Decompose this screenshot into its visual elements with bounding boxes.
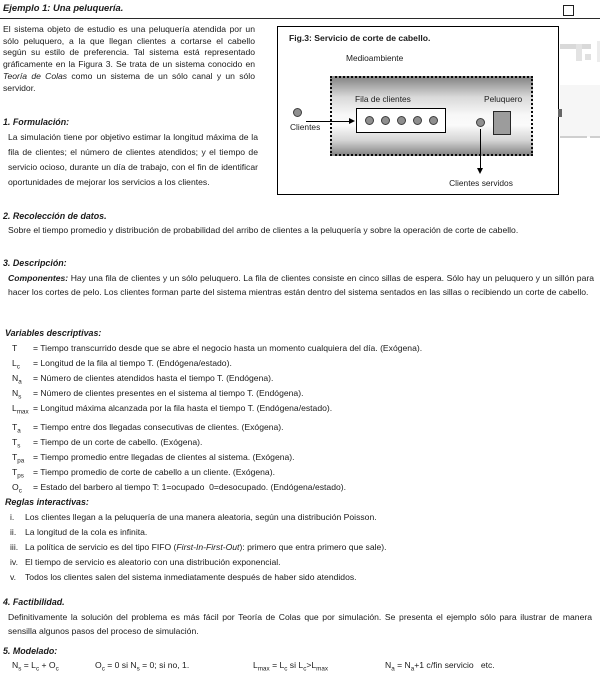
variable-symbol: $L_{max}$ (12, 403, 29, 416)
rule-item (10, 572, 590, 584)
section-heading-recoleccion: 2. Recolección de datos. (3, 211, 107, 221)
rule-text: La política de servicio es del tipo FIFO (First-In-First-Out): primero que entra primero que sale). (25, 542, 387, 552)
page-title: Ejemplo 1: Una peluquería. (3, 2, 124, 13)
variable-symbol: $N_s$ (12, 388, 22, 401)
environment-label: Medioambiente (346, 53, 404, 63)
section-heading-modelado: 5. Modelado: (3, 646, 58, 656)
barber-label: Peluquero (484, 94, 523, 104)
recoleccion-paragraph: Sobre el tiempo promedio y distribución de probabilidad del arribo de clientes a la peluquería y sobre la operación de corte de cabello. (8, 225, 519, 235)
variable-description: = Tiempo promedio de corte de cabello a un cliente. (Exógena). (33, 467, 275, 477)
screen-artifact (558, 109, 562, 117)
screen-artifact (585, 54, 591, 60)
variable-description: = Tiempo promedio entre llegadas de clientes al sistema. (Exógena). (33, 452, 295, 462)
customer-in-service-dot-icon (476, 118, 485, 127)
rule-item (10, 512, 590, 524)
rule-text: El tiempo de servicio es aleatorio con una distribución exponencial. (25, 557, 281, 567)
rule-numeral: iv. (10, 557, 18, 567)
variable-symbol: $T_s$ (12, 437, 21, 450)
title-divider (0, 18, 600, 19)
environment-box (330, 76, 533, 156)
rule-numeral: i. (10, 512, 15, 522)
variable-symbol: $N_a$ (12, 373, 22, 386)
variable-symbol: $O_c$ (12, 482, 22, 495)
rule-numeral: ii. (10, 527, 17, 537)
model-formula: $N_s = L_c + O_c$ (12, 660, 59, 673)
checkbox[interactable] (563, 5, 574, 16)
variable-description: = Número de clientes atendidos hasta el tiempo T. (Endógena). (33, 373, 274, 383)
factibilidad-paragraph: Definitivamente la solución del problema es más fácil por Teoría de Colas que por simulación. Se presenta el ejemplo sólo para ilustrar de manera sensilla algunos pasos del proceso de simulación. (8, 612, 592, 636)
componentes-paragraph: Componentes: Hay una fila de clientes y un sólo peluquero. La fila de clientes consiste en cinco sillas de espera. Sólo hay un peluquero y un sillón para hacer los cortes de pelo. Los clientes forman parte del sistema mientras están dentro del sistema sentados en las sillas o recibiendo un corte de cabello. (8, 273, 594, 297)
variable-description: = Tiempo transcurrido desde que se abre el negocio hasta un momento cualquiera del día. (Exógena). (33, 343, 423, 353)
variable-description: = Tiempo entre dos llegadas consecutivas de clientes. (Exógena). (33, 422, 284, 432)
model-formula: $O_c = 0$ si $N_s = 0$; si no, 1. (95, 660, 190, 673)
rule-text: La longitud de la cola es infinita. (25, 527, 148, 537)
rule-text: Los clientes llegan a la peluquería de una manera aleatoria, según una distribución Poisson. (25, 512, 377, 522)
section-heading-factibilidad: 4. Factibilidad. (3, 597, 65, 607)
rule-item (10, 527, 590, 539)
screen-artifact (560, 136, 587, 138)
customer-dot-icon (413, 116, 422, 125)
figure-title: Fig.3: Servicio de corte de cabello. (289, 33, 431, 43)
clients-label: Clientes (290, 122, 321, 132)
rule-numeral: v. (10, 572, 17, 582)
variable-description: = Longitud máxima alcanzada por la fila hasta el tiempo T. (Endógena/estado). (33, 403, 333, 413)
screen-artifact (560, 85, 600, 137)
rule-text: Todos los clientes salen del sistema inmediatamente después de haber sido atendidos. (25, 572, 357, 582)
queue-label: Fila de clientes (355, 94, 411, 104)
variable-description: = Estado del barbero al tiempo T: 1=ocupado 0=desocupado. (Endógena/estado). (33, 482, 347, 492)
rules-heading: Reglas interactivas: (5, 497, 89, 507)
served-arrow-line (480, 129, 481, 169)
variables-heading: Variables descriptivas: (5, 328, 102, 338)
arrival-arrow-head-icon (349, 118, 355, 124)
served-arrow-head-icon (477, 168, 483, 174)
variable-symbol: $T_{pa}$ (12, 452, 25, 465)
section-heading-formulacion: 1. Formulación: (3, 117, 70, 127)
model-formula: $L_{max} = L_c$ si $L_c>L_{max}$ (253, 660, 329, 673)
intro-paragraph: El sistema objeto de estudio es una peluquería atendida por un sólo peluquero, a la que llegan clientes a cortarse el cabello según su estilo de preferencia. Tal sistema está representado gráficamente en la Figura 3. Se trata de un sistema conocido en Teoría de Colas como un sistema de un sólo canal y un sólo servidor. (3, 24, 255, 93)
model-formula: $N_a = N_a+1$ c/fin servicio etc. (385, 660, 495, 673)
customer-dot-icon (397, 116, 406, 125)
customer-dot-icon (381, 116, 390, 125)
variable-description: = Número de clientes presentes en el sistema al tiempo T. (Endógena). (33, 388, 304, 398)
variable-description: = Longitud de la fila al tiempo T. (Endógena/estado). (33, 358, 232, 368)
variable-symbol: $T_{ps}$ (12, 467, 24, 480)
rule-item (10, 542, 590, 554)
variable-symbol: $L_c$ (12, 358, 20, 371)
section-heading-descripcion: 3. Descripción: (3, 258, 67, 268)
customer-dot-icon (429, 116, 438, 125)
customer-queue-box (356, 108, 446, 133)
rule-item (10, 557, 590, 569)
customer-dot-icon (365, 116, 374, 125)
formulacion-paragraph: La simulación tiene por objetivo estimar la longitud máxima de la fila de clientes; el número de clientes atendidos; y el tiempo de servicio ocioso, durante un día de trabajo, con el fin de identificar oportunidades de mejorar los servicios a los clientes. (8, 132, 258, 187)
figure-3 (277, 26, 559, 195)
arriving-customer-dot-icon (293, 108, 302, 117)
variable-symbol: T (12, 343, 18, 353)
variable-description: = Tiempo de un corte de cabello. (Exógena). (33, 437, 203, 447)
variable-symbol: $T_a$ (12, 422, 21, 435)
served-clients-label: Clientes servidos (449, 178, 513, 188)
screen-artifact (576, 44, 582, 61)
screen-artifact (590, 136, 600, 138)
rule-numeral: iii. (10, 542, 19, 552)
barber-chair-icon (493, 111, 511, 135)
arrival-arrow-line (306, 121, 349, 122)
